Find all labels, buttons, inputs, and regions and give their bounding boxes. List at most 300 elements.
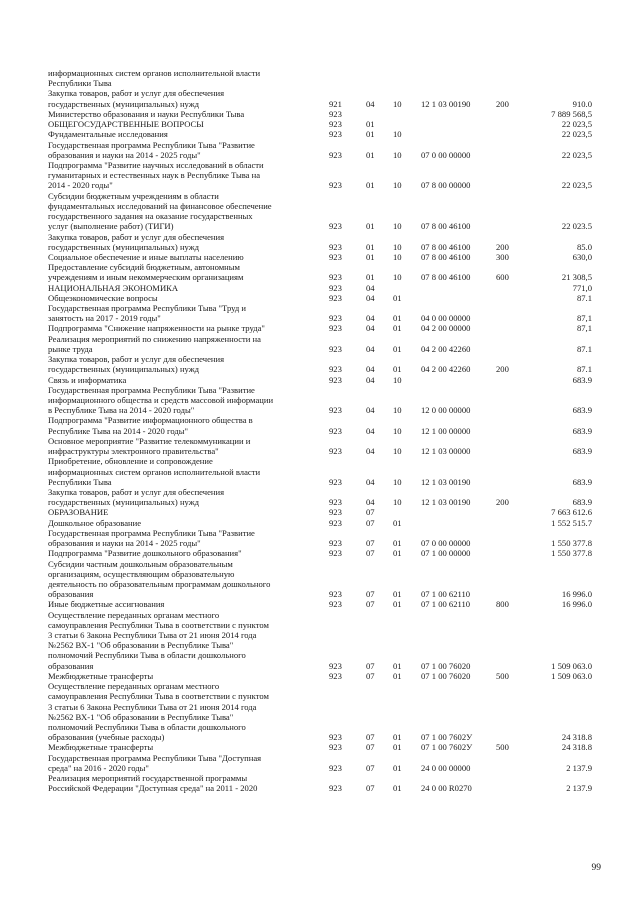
row-name: образования (учебные расходы): [48, 732, 165, 743]
row-name: 2014 - 2020 годы": [48, 180, 113, 191]
row-org-code: 923: [329, 221, 342, 232]
row-subsection-code: 01: [393, 343, 402, 354]
table-row: [48, 180, 608, 190]
table-row: [48, 211, 608, 221]
row-amount: 630,0: [572, 251, 592, 262]
row-name: Осуществление переданных органам местного: [48, 609, 220, 620]
row-expense-type: 200: [496, 241, 509, 252]
table-row: [48, 722, 608, 732]
row-org-code: 923: [329, 129, 342, 140]
row-name: Республике Тыва на 2014 - 2020 годы": [48, 425, 189, 436]
table-row: [48, 160, 608, 170]
table-row: [48, 456, 608, 466]
row-name: Закупка товаров, работ и услуг для обеспечения: [48, 88, 225, 99]
row-amount: 7 663 612.6: [551, 507, 592, 518]
row-section-code: 04: [366, 446, 375, 457]
table-row: [48, 283, 608, 293]
row-target-article: 24 0 00 R0270: [421, 783, 472, 794]
row-subsection-code: 10: [393, 149, 402, 160]
row-section-code: 01: [366, 149, 375, 160]
page-number: 99: [591, 863, 601, 873]
table-row: [48, 548, 608, 558]
row-expense-type: 200: [496, 364, 509, 375]
table-row: [48, 773, 608, 783]
row-target-article: 12 1 00 00000: [421, 425, 471, 436]
row-subsection-code: 10: [393, 476, 402, 487]
row-subsection-code: 10: [393, 374, 402, 385]
row-subsection-code: 01: [393, 548, 402, 559]
row-name: государственных (муниципальных) нужд: [48, 98, 200, 109]
row-target-article: 07 1 00 62110: [421, 589, 471, 600]
table-row: [48, 640, 608, 650]
row-amount: 22 023,5: [561, 119, 592, 130]
row-amount: 22 023,5: [561, 129, 592, 140]
row-org-code: 923: [329, 425, 342, 436]
row-amount: 1 550 377.8: [551, 538, 592, 549]
table-row: [48, 405, 608, 415]
table-row: [48, 446, 608, 456]
table-row: [48, 783, 608, 793]
row-subsection-code: 01: [393, 538, 402, 549]
row-name: Закупка товаров, работ и услуг для обеспечения: [48, 354, 225, 365]
row-expense-type: 300: [496, 251, 509, 262]
row-amount: 7 889 568,5: [551, 108, 592, 119]
row-name: Государственная программа Республики Тыва "Труд и: [48, 303, 247, 314]
table-row: [48, 712, 608, 722]
row-org-code: 923: [329, 762, 342, 773]
row-name: Социальное обеспечение и иные выплаты населению: [48, 251, 244, 262]
row-subsection-code: 01: [393, 517, 402, 528]
row-org-code: 923: [329, 507, 342, 518]
table-row: [48, 109, 608, 119]
row-org-code: 923: [329, 149, 342, 160]
row-section-code: 01: [366, 129, 375, 140]
row-amount: 1 550 377.8: [551, 548, 592, 559]
row-section-code: 04: [366, 343, 375, 354]
row-section-code: 07: [366, 507, 375, 518]
row-section-code: 04: [366, 323, 375, 334]
table-row: [48, 681, 608, 691]
row-name: Закупка товаров, работ и услуг для обеспечения: [48, 231, 225, 242]
row-org-code: 923: [329, 517, 342, 528]
row-name: Предоставление субсидий бюджетным, автономным: [48, 262, 240, 273]
row-org-code: 923: [329, 343, 342, 354]
row-expense-type: 800: [496, 599, 509, 610]
table-row: [48, 242, 608, 252]
row-section-code: 04: [366, 425, 375, 436]
row-target-article: 07 8 00 46100: [421, 272, 471, 283]
row-target-article: 24 0 00 00000: [421, 762, 471, 773]
row-name: образования: [48, 660, 94, 671]
row-name: образования: [48, 589, 94, 600]
table-row: [48, 78, 608, 88]
row-subsection-code: 10: [393, 180, 402, 191]
row-subsection-code: 10: [393, 251, 402, 262]
table-row: [48, 691, 608, 701]
row-org-code: 923: [329, 241, 342, 252]
row-section-code: 01: [366, 221, 375, 232]
row-org-code: 923: [329, 783, 342, 794]
row-target-article: 07 8 00 46100: [421, 221, 471, 232]
row-target-article: 07 1 00 76020: [421, 670, 471, 681]
row-section-code: 04: [366, 282, 375, 293]
table-row: [48, 272, 608, 282]
table-row: [48, 742, 608, 752]
row-name: Государственная программа Республики Тыва "Развитие: [48, 384, 255, 395]
row-amount: 24 318.8: [561, 732, 592, 743]
table-row: [48, 436, 608, 446]
row-name: Межбюджетные трансферты: [48, 742, 154, 753]
row-name: самоуправления Республики Тыва в соответствии с пунктом: [48, 619, 269, 630]
row-target-article: 07 8 00 00000: [421, 180, 471, 191]
row-org-code: 923: [329, 313, 342, 324]
row-name: Закупка товаров, работ и услуг для обеспечения: [48, 486, 225, 497]
row-target-article: 04 2 00 42260: [421, 343, 471, 354]
table-row: [48, 559, 608, 569]
table-row: [48, 507, 608, 517]
row-subsection-code: 01: [393, 742, 402, 753]
row-org-code: 923: [329, 497, 342, 508]
row-name: полномочий Республики Тыва в области дошкольного: [48, 650, 246, 661]
row-org-code: 923: [329, 272, 342, 283]
row-name: учреждениям и иным некоммерческим организациям: [48, 272, 244, 283]
row-amount: 21 308,5: [561, 272, 592, 283]
table-row: [48, 140, 608, 150]
row-name: Государственная программа Республики Тыва "Доступная: [48, 752, 262, 763]
row-subsection-code: 01: [393, 762, 402, 773]
row-subsection-code: 01: [393, 323, 402, 334]
row-org-code: 923: [329, 282, 342, 293]
row-name: Реализация мероприятий по снижению напряженности на: [48, 333, 261, 344]
row-target-article: 07 8 00 46100: [421, 241, 471, 252]
row-subsection-code: 10: [393, 497, 402, 508]
row-target-article: 12 1 03 00190: [421, 497, 471, 508]
row-name: полномочий Республики Тыва в области дошкольного: [48, 722, 246, 732]
row-name: ОБРАЗОВАНИЕ: [48, 507, 109, 518]
table-row: [48, 395, 608, 405]
row-amount: 16 996.0: [561, 599, 592, 610]
row-amount: 910.0: [572, 98, 592, 109]
row-name: Реализация мероприятий государственной программы: [48, 773, 248, 784]
row-target-article: 04 2 00 00000: [421, 323, 471, 334]
table-row: [48, 293, 608, 303]
row-section-code: 07: [366, 732, 375, 743]
table-row: [48, 753, 608, 763]
table-row: [48, 191, 608, 201]
table-row: [48, 201, 608, 211]
table-row: [48, 630, 608, 640]
table-row: [48, 262, 608, 272]
table-row: [48, 252, 608, 262]
row-amount: 87,1: [576, 313, 592, 324]
row-name: №2562 ВХ-1 "Об образовании в Республике Тыва": [48, 640, 234, 651]
row-name: Субсидии частным дошкольным образовательным: [48, 558, 233, 569]
row-name: в Республике Тыва на 2014 - 2020 годы": [48, 405, 195, 416]
table-row: [48, 68, 608, 78]
row-target-article: 07 1 00 7602У: [421, 742, 473, 753]
row-name: Приобретение, обновление и сопровождение: [48, 456, 213, 467]
row-org-code: 923: [329, 548, 342, 559]
row-org-code: 923: [329, 538, 342, 549]
table-row: [48, 232, 608, 242]
row-name: государственных (муниципальных) нужд: [48, 364, 200, 375]
row-section-code: 04: [366, 313, 375, 324]
row-org-code: 923: [329, 742, 342, 753]
row-name: информационного общества и средств массовой информации: [48, 395, 274, 405]
row-amount: 24 318.8: [561, 742, 592, 753]
table-row: [48, 569, 608, 579]
row-expense-type: 500: [496, 742, 509, 753]
row-subsection-code: 01: [393, 732, 402, 743]
budget-table: [48, 68, 608, 794]
row-section-code: 04: [366, 497, 375, 508]
row-target-article: 12 1 03 00000: [421, 446, 471, 457]
row-amount: 85.0: [576, 241, 592, 252]
row-name: Российской Федерации "Доступная среда" на 2011 - 2020: [48, 783, 258, 794]
table-row: [48, 88, 608, 98]
table-row: [48, 538, 608, 548]
row-org-code: 923: [329, 251, 342, 262]
row-section-code: 04: [366, 364, 375, 375]
table-row: [48, 599, 608, 609]
row-subsection-code: 01: [393, 599, 402, 610]
row-target-article: 07 0 00 00000: [421, 149, 471, 160]
table-row: [48, 170, 608, 180]
row-expense-type: 200: [496, 98, 509, 109]
row-amount: 1 552 515.7: [551, 517, 592, 528]
row-name: Межбюджетные трансферты: [48, 670, 154, 681]
row-name: государственных (муниципальных) нужд: [48, 241, 200, 252]
row-name: 3 статьи 6 Закона Республики Тыва от 21 июня 2014 года: [48, 701, 257, 712]
row-amount: 683.9: [572, 446, 592, 457]
row-amount: 2 137.9: [566, 762, 592, 773]
row-name: занятость на 2017 - 2019 годы": [48, 313, 161, 324]
row-name: Субсидии бюджетным учреждениям в области: [48, 190, 219, 201]
table-row: [48, 702, 608, 712]
row-name: организациям, осуществляющим образовательную: [48, 568, 235, 579]
row-name: Осуществление переданных органам местного: [48, 681, 220, 692]
row-name: инфраструктуры электронного правительства": [48, 446, 219, 457]
row-org-code: 923: [329, 364, 342, 375]
table-row: [48, 610, 608, 620]
row-amount: 683.9: [572, 497, 592, 508]
row-org-code: 923: [329, 323, 342, 334]
row-section-code: 01: [366, 272, 375, 283]
row-name: рынке труда: [48, 343, 93, 354]
row-org-code: 923: [329, 660, 342, 671]
table-row: [48, 426, 608, 436]
row-amount: 683.9: [572, 425, 592, 436]
row-name: Подпрограмма "Снижение напряженности на рынке труда": [48, 323, 265, 334]
row-name: Общеэкономические вопросы: [48, 292, 158, 303]
row-org-code: 923: [329, 599, 342, 610]
row-name: деятельность по образовательным программам дошкольного: [48, 578, 271, 589]
row-name: НАЦИОНАЛЬНАЯ ЭКОНОМИКА: [48, 282, 179, 293]
row-section-code: 07: [366, 670, 375, 681]
row-section-code: 07: [366, 548, 375, 559]
row-section-code: 07: [366, 783, 375, 794]
row-name: ОБЩЕГОСУДАРСТВЕННЫЕ ВОПРОСЫ: [48, 119, 204, 130]
row-target-article: 12 1 03 00190: [421, 476, 471, 487]
row-org-code: 923: [329, 108, 342, 119]
table-row: [48, 313, 608, 323]
table-row: [48, 129, 608, 139]
row-name: Иные бюджетные ассигнования: [48, 599, 165, 610]
row-name: Подпрограмма "Развитие информационного общества в: [48, 415, 253, 426]
row-target-article: 04 0 00 00000: [421, 313, 471, 324]
row-name: Министерство образования и науки Республики Тыва: [48, 108, 245, 119]
row-expense-type: 500: [496, 670, 509, 681]
row-name: образования и науки на 2014 - 2025 годы": [48, 538, 201, 549]
table-row: [48, 119, 608, 129]
table-row: [48, 364, 608, 374]
row-subsection-code: 10: [393, 241, 402, 252]
table-row: [48, 518, 608, 528]
row-amount: 87,1: [576, 323, 592, 334]
table-row: [48, 763, 608, 773]
table-row: [48, 732, 608, 742]
row-section-code: 04: [366, 374, 375, 385]
row-name: Государственная программа Республики Тыва "Развитие: [48, 527, 255, 538]
row-subsection-code: 01: [393, 660, 402, 671]
table-row: [48, 150, 608, 160]
row-amount: 22 023.5: [561, 221, 592, 232]
table-row: [48, 99, 608, 109]
row-name: самоуправления Республики Тыва в соответствии с пунктом: [48, 691, 269, 702]
row-section-code: 04: [366, 98, 375, 109]
table-row: [48, 589, 608, 599]
row-org-code: 923: [329, 180, 342, 191]
row-name: услуг (выполнение работ) (ТИГИ): [48, 221, 174, 232]
row-subsection-code: 01: [393, 292, 402, 303]
row-target-article: 07 8 00 46100: [421, 251, 471, 262]
row-section-code: 07: [366, 599, 375, 610]
row-subsection-code: 01: [393, 670, 402, 681]
row-target-article: 07 1 00 62110: [421, 599, 471, 610]
row-subsection-code: 10: [393, 272, 402, 283]
table-row: [48, 497, 608, 507]
table-row: [48, 334, 608, 344]
row-section-code: 01: [366, 119, 375, 130]
row-amount: 683.9: [572, 405, 592, 416]
row-name: среда" на 2016 - 2020 годы": [48, 762, 149, 773]
row-name: государственного задания на оказание государственных: [48, 211, 253, 222]
row-section-code: 07: [366, 742, 375, 753]
row-subsection-code: 10: [393, 405, 402, 416]
row-section-code: 04: [366, 292, 375, 303]
row-name: гуманитарных и естественных наук в Республике Тыва на: [48, 170, 261, 181]
row-amount: 771,0: [572, 282, 592, 293]
row-name: Республики Тыва: [48, 476, 112, 487]
row-amount: 1 509 063.0: [551, 670, 592, 681]
table-row: [48, 579, 608, 589]
table-row: [48, 477, 608, 487]
row-subsection-code: 01: [393, 313, 402, 324]
row-section-code: 01: [366, 180, 375, 191]
table-row: [48, 323, 608, 333]
row-subsection-code: 10: [393, 129, 402, 140]
row-subsection-code: 01: [393, 783, 402, 794]
table-row: [48, 354, 608, 364]
table-row: [48, 375, 608, 385]
table-row: [48, 671, 608, 681]
row-amount: 87.1: [576, 292, 592, 303]
row-amount: 87.1: [576, 364, 592, 375]
row-org-code: 923: [329, 374, 342, 385]
row-amount: 683.9: [572, 374, 592, 385]
row-name: Подпрограмма "Развитие дошкольного образования": [48, 548, 242, 559]
row-org-code: 923: [329, 446, 342, 457]
table-row: [48, 650, 608, 660]
row-amount: 1 509 063.0: [551, 660, 592, 671]
row-name: №2562 ВХ-1 "Об образовании в Республике Тыва": [48, 711, 234, 722]
row-name: государственных (муниципальных) нужд: [48, 497, 200, 508]
row-section-code: 01: [366, 251, 375, 262]
row-amount: 87.1: [576, 343, 592, 354]
row-expense-type: 200: [496, 497, 509, 508]
row-name: Подпрограмма "Развитие научных исследований в области: [48, 159, 264, 170]
row-amount: 22 023,5: [561, 149, 592, 160]
table-row: [48, 487, 608, 497]
row-amount: 2 137.9: [566, 783, 592, 794]
table-row: [48, 303, 608, 313]
row-name: 3 статьи 6 Закона Республики Тыва от 21 июня 2014 года: [48, 630, 257, 641]
row-subsection-code: 01: [393, 589, 402, 600]
row-target-article: 07 1 00 00000: [421, 548, 471, 559]
row-org-code: 923: [329, 476, 342, 487]
table-row: [48, 661, 608, 671]
row-target-article: 07 1 00 76020: [421, 660, 471, 671]
row-expense-type: 600: [496, 272, 509, 283]
row-target-article: 07 1 00 7602У: [421, 732, 473, 743]
row-section-code: 04: [366, 405, 375, 416]
row-section-code: 07: [366, 762, 375, 773]
row-section-code: 07: [366, 517, 375, 528]
row-subsection-code: 10: [393, 425, 402, 436]
row-name: информационных систем органов исполнительной власти: [48, 68, 261, 78]
row-name: Связь и информатика: [48, 374, 127, 385]
row-org-code: 923: [329, 732, 342, 743]
row-org-code: 923: [329, 119, 342, 130]
row-org-code: 923: [329, 670, 342, 681]
row-org-code: 923: [329, 589, 342, 600]
table-row: [48, 385, 608, 395]
row-subsection-code: 01: [393, 364, 402, 375]
row-target-article: 12 0 00 00000: [421, 405, 471, 416]
row-name: Дошкольное образование: [48, 517, 142, 528]
table-row: [48, 221, 608, 231]
row-target-article: 12 1 03 00190: [421, 98, 471, 109]
row-amount: 16 996.0: [561, 589, 592, 600]
row-section-code: 07: [366, 538, 375, 549]
row-name: Основное мероприятие "Развитие телекоммуникации и: [48, 435, 251, 446]
row-section-code: 01: [366, 241, 375, 252]
row-org-code: 921: [329, 98, 342, 109]
row-section-code: 04: [366, 476, 375, 487]
row-section-code: 07: [366, 660, 375, 671]
table-row: [48, 415, 608, 425]
row-target-article: 07 0 00 00000: [421, 538, 471, 549]
row-name: образования и науки на 2014 - 2025 годы": [48, 149, 201, 160]
table-row: [48, 620, 608, 630]
table-row: [48, 528, 608, 538]
row-name: Государственная программа Республики Тыва "Развитие: [48, 139, 255, 150]
row-subsection-code: 10: [393, 221, 402, 232]
row-subsection-code: 10: [393, 446, 402, 457]
row-name: Республики Тыва: [48, 78, 112, 89]
row-subsection-code: 10: [393, 98, 402, 109]
row-target-article: 04 2 00 42260: [421, 364, 471, 375]
